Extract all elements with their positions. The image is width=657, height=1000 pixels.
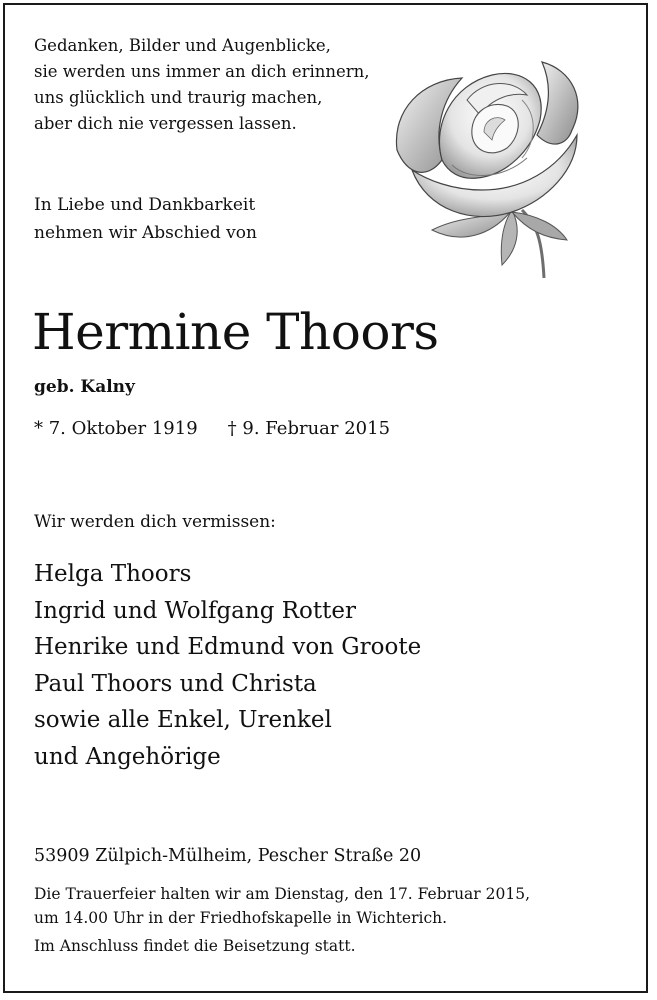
poem <box>34 33 370 137</box>
funeral-notice <box>34 883 530 959</box>
mourner-name: sowie alle Enkel, Urenkel <box>34 707 332 733</box>
poem-line: uns glücklich und traurig machen, <box>34 88 323 107</box>
intro-line: nehmen wir Abschied von <box>34 223 257 243</box>
funeral-notice-line: um 14.00 Uhr in der Friedhofskapelle in Wichterich. <box>34 908 448 927</box>
poem-line: Gedanken, Bilder und Augenblicke, <box>34 36 331 55</box>
birth-name: geb. Kalny <box>34 377 135 397</box>
mourners-list <box>34 556 421 775</box>
intro-line: In Liebe und Dankbarkeit <box>34 195 256 215</box>
funeral-notice-line: Die Trauerfeier halten wir am Dienstag, den 17. Februar 2015, <box>34 885 530 903</box>
mourner-name: Paul Thoors und Christa <box>34 670 317 697</box>
mourner-name: Henrike und Edmund von Groote <box>34 634 422 660</box>
mourner-name: Ingrid und Wolfgang Rotter <box>34 597 356 624</box>
death-date: † 9. Februar 2015 <box>227 418 391 439</box>
mourner-name: und Angehörige <box>34 743 221 770</box>
rose-icon <box>372 40 612 280</box>
poem-line: sie werden uns immer an dich erinnern, <box>34 62 370 81</box>
funeral-notice-line: Im Anschluss findet die Beisetzung statt. <box>34 937 356 955</box>
deceased-name: Hermine Thoors <box>32 303 439 361</box>
address: 53909 Zülpich-Mülheim, Pescher Straße 20 <box>34 846 422 866</box>
intro-text <box>34 191 257 247</box>
birth-date: * 7. Oktober 1919 <box>34 418 198 439</box>
poem-line: aber dich nie vergessen lassen. <box>34 114 297 133</box>
life-dates <box>34 415 390 443</box>
mourner-name: Helga Thoors <box>34 561 192 587</box>
mourners-heading: Wir werden dich vermissen: <box>34 512 276 532</box>
rose-petal <box>537 62 578 144</box>
